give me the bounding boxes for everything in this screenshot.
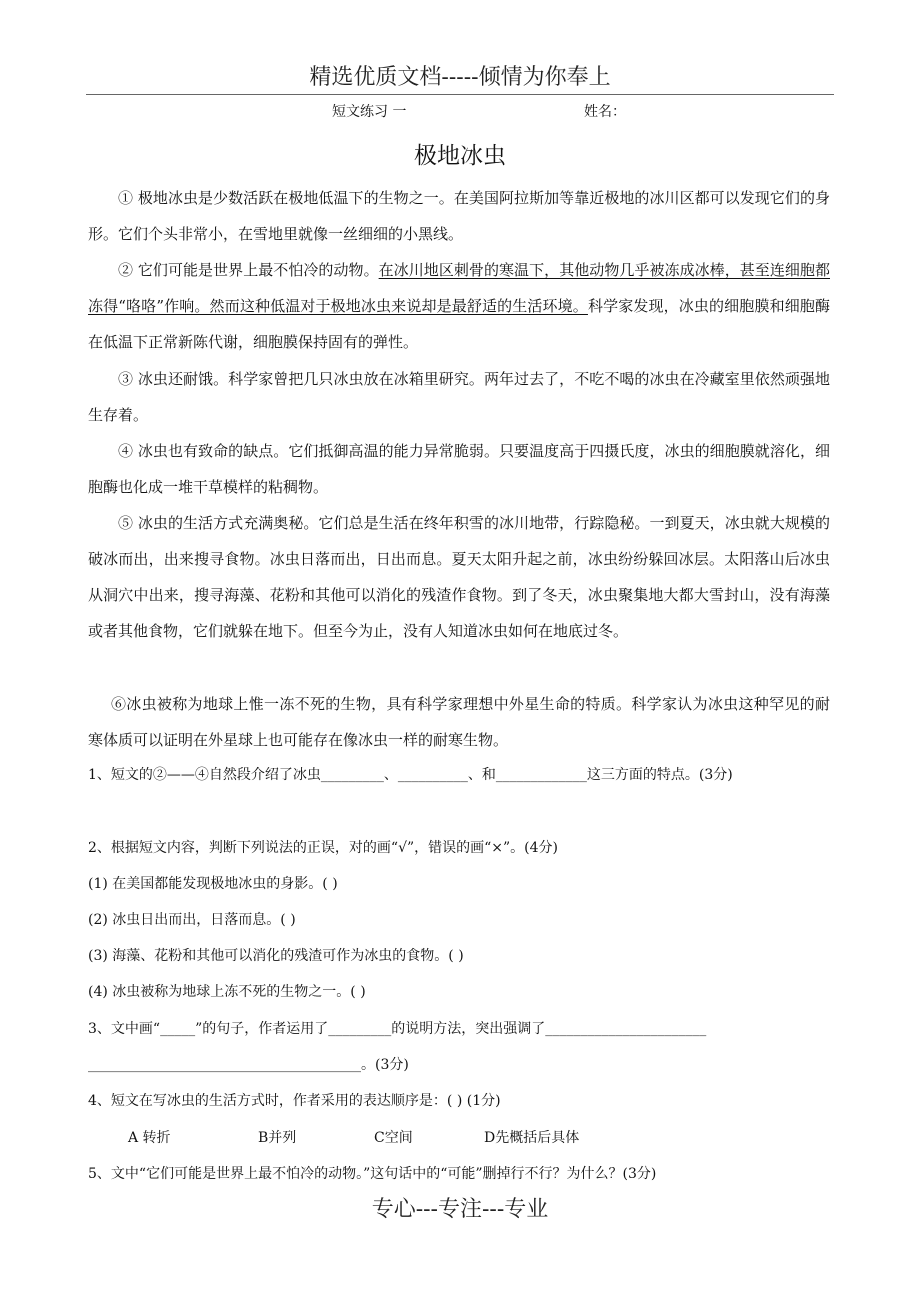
paragraph-3: ③ 冰虫还耐饿。科学家曾把几只冰虫放在冰箱里研究。两年过去了，不吃不喝的冰虫在冷藏室里依然顽强地生存着。: [88, 370, 830, 424]
paragraph-2-underlined-sentence: 在冰川地区刺骨的寒温下，其他动物几乎被冻成冰棒，甚至连细胞都冻得“咯咯”作响。然而这种低温对于极地冰虫来说却是最舒适的生活环境。: [88, 261, 830, 315]
paragraph-6: ⑥冰虫被称为地球上惟一冻不死的生物，具有科学家理想中外星生命的特质。科学家认为冰虫这种罕见的耐寒体质可以证明在外星球上也可能存在像冰虫一样的耐寒生物。: [88, 695, 830, 749]
question-3-line-2: _______________________________________。(3分): [88, 1057, 409, 1073]
question-4-option-b: B并列: [258, 1130, 297, 1146]
paragraph-5: ⑤ 冰虫的生活方式充满奥秘。它们总是生活在终年积雪的冰川地带，行踪隐秘。一到夏天，冰虫就大规模的破冰而出，出来搜寻食物。冰虫日落而出，日出而息。夏天太阳升起之前，冰虫纷纷躲回冰层。太阳落山后冰虫从洞穴中出来，搜寻海藻、花粉和其他可以消化的残渣作食物。到了冬天，冰虫聚集地大都大雪封山，没有海藻或者其他食物，它们就躲在地下。但至今为止，没有人知道冰虫如何在地底过冬。: [88, 514, 830, 640]
question-4: 4、短文在写冰虫的生活方式时，作者采用的表达顺序是：( ) (1分): [88, 1093, 501, 1109]
page-footer: 专心---专注---专业: [371, 1197, 549, 1222]
exercise-label: 短文练习 一: [332, 104, 407, 120]
question-2-item-2: (2) 冰虫日出而出，日落而息。( ): [88, 912, 296, 928]
question-2-item-3: (3) 海藻、花粉和其他可以消化的残渣可作为冰虫的食物。( ): [88, 948, 464, 964]
name-label: 姓名：: [584, 104, 626, 120]
page-header-banner: 精选优质文档-----倾情为你奉上: [309, 65, 611, 90]
question-4-option-a: A 转折: [128, 1130, 171, 1146]
header-divider: [86, 94, 834, 95]
question-1: 1、短文的②——④自然段介绍了冰虫_________、__________、和_____________这三方面的特点。(3分): [88, 767, 733, 783]
paragraph-1: ① 极地冰虫是少数活跃在极地低温下的生物之一。在美国阿拉斯加等靠近极地的冰川区都可以发现它们的身形。它们个头非常小，在雪地里就像一丝细细的小黑线。: [88, 189, 830, 243]
article-title: 极地冰虫: [414, 143, 506, 169]
question-3-line-1: 3、文中画“_____”的句子，作者运用了_________的说明方法，突出强调了_______________________: [88, 1021, 707, 1037]
paragraph-2: [88, 252, 830, 360]
question-2-item-4: (4) 冰虫被称为地球上冻不死的生物之一。( ): [88, 984, 366, 1000]
question-2-item-1: (1) 在美国都能发现极地冰虫的身影。( ): [88, 876, 338, 892]
paragraph-2-rest: 科学家发现，冰虫的细胞膜和细胞酶在低温下正常新陈代谢，细胞膜保持固有的弹性。: [88, 297, 830, 351]
question-4-option-c: C空间: [374, 1130, 413, 1146]
question-5: 5、文中“它们可能是世界上最不怕冷的动物。”这句话中的“可能”删掉行不行？为什么？(3分): [88, 1166, 657, 1182]
paragraph-2-intro: ② 它们可能是世界上最不怕冷的动物。: [118, 261, 379, 279]
paragraph-4: ④ 冰虫也有致命的缺点。它们抵御高温的能力异常脆弱。只要温度高于四摄氏度，冰虫的细胞膜就溶化，细胞酶也化成一堆干草模样的粘稠物。: [88, 442, 830, 496]
question-2: 2、根据短文内容，判断下列说法的正误，对的画“√”，错误的画“×”。(4分): [88, 840, 559, 856]
question-4-option-d: D先概括后具体: [484, 1130, 580, 1146]
